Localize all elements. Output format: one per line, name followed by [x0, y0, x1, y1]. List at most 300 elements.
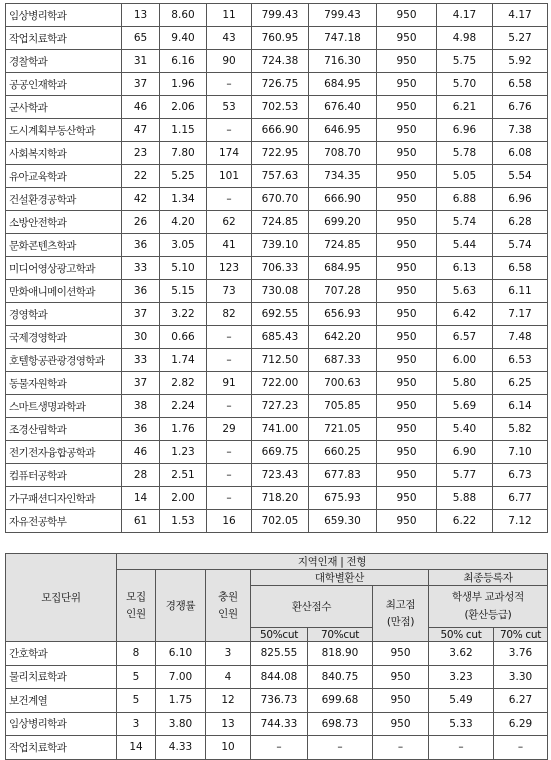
table-row	[6, 119, 548, 142]
department-name: 임상병리학과	[6, 4, 122, 27]
header-cut70: 70%cut	[308, 628, 373, 642]
table-cell: –	[373, 736, 429, 760]
table-cell: 950	[373, 665, 429, 689]
table-cell: 6.58	[493, 257, 548, 280]
header-quota-label: 모집 인원	[126, 590, 146, 620]
table-cell: –	[207, 487, 252, 510]
table-cell: 5.44	[437, 234, 493, 257]
table-cell: 1.74	[160, 349, 207, 372]
table-row	[6, 211, 548, 234]
table-cell: 123	[207, 257, 252, 280]
table-cell: 7.17	[493, 303, 548, 326]
table-cell: 660.25	[309, 441, 377, 464]
table-cell: 844.08	[251, 665, 308, 689]
table-cell: 950	[377, 96, 437, 119]
table-row	[6, 736, 548, 760]
table-cell: 950	[373, 642, 429, 666]
table-cell: 4.98	[437, 27, 493, 50]
table-cell: 3.22	[160, 303, 207, 326]
table-cell: 722.95	[252, 142, 309, 165]
table-cell: 4.17	[437, 4, 493, 27]
table-cell: 950	[377, 50, 437, 73]
table-cell: 6.42	[437, 303, 493, 326]
table-cell: 1.96	[160, 73, 207, 96]
table-cell: 7.80	[160, 142, 207, 165]
regional-talent-table	[5, 553, 548, 760]
department-name: 국제경영학과	[6, 326, 122, 349]
header-group: 지역인재 | 전형	[117, 554, 548, 570]
table-cell: 950	[377, 510, 437, 533]
table-cell: 6.58	[493, 73, 548, 96]
table-cell: 7.12	[493, 510, 548, 533]
table-cell: 6.76	[493, 96, 548, 119]
table-cell: 37	[122, 372, 160, 395]
table-cell: 3.05	[160, 234, 207, 257]
table-cell: 950	[377, 487, 437, 510]
table-cell: 6.73	[493, 464, 548, 487]
table-cell: 700.63	[309, 372, 377, 395]
department-name: 전기전자융합공학과	[6, 441, 122, 464]
table-cell: 1.34	[160, 188, 207, 211]
table-cell: 950	[377, 165, 437, 188]
table-cell: 5.63	[437, 280, 493, 303]
table-cell: 6.29	[494, 712, 548, 736]
table-header	[6, 554, 548, 642]
table-cell: 82	[207, 303, 252, 326]
header-conv-score: 환산점수	[251, 586, 373, 628]
department-name: 문화콘텐츠학과	[6, 234, 122, 257]
table-cell: 5.69	[437, 395, 493, 418]
header-cut50b: 50% cut	[429, 628, 494, 642]
table-cell: 5.78	[437, 142, 493, 165]
table-cell: 760.95	[252, 27, 309, 50]
table-cell: 37	[122, 303, 160, 326]
table-cell: 723.43	[252, 464, 309, 487]
header-cut70b: 70% cut	[494, 628, 548, 642]
table-cell: 702.05	[252, 510, 309, 533]
table-cell: 0.66	[160, 326, 207, 349]
table-cell: 727.23	[252, 395, 309, 418]
table-cell: 818.90	[308, 642, 373, 666]
table-cell: 2.00	[160, 487, 207, 510]
department-name: 도시계획부동산학과	[6, 119, 122, 142]
table-cell: 5.80	[437, 372, 493, 395]
table-cell: 6.08	[493, 142, 548, 165]
table-row	[6, 510, 548, 533]
department-name: 호텔항공관광경영학과	[6, 349, 122, 372]
table-cell: 5.15	[160, 280, 207, 303]
table-cell: 950	[377, 395, 437, 418]
department-name: 자유전공학부	[6, 510, 122, 533]
table-row	[6, 464, 548, 487]
table-row	[6, 689, 548, 713]
table-cell: 37	[122, 73, 160, 96]
table-cell: 23	[122, 142, 160, 165]
table-cell: 6.53	[493, 349, 548, 372]
table-cell: 6.10	[156, 642, 206, 666]
table-cell: 708.70	[309, 142, 377, 165]
department-name: 간호학과	[6, 642, 117, 666]
regional-talent-table-body	[6, 642, 548, 760]
table-cell: 724.85	[309, 234, 377, 257]
table-cell: 41	[207, 234, 252, 257]
table-cell: 53	[207, 96, 252, 119]
table-cell: 840.75	[308, 665, 373, 689]
table-row	[6, 165, 548, 188]
table-cell: 2.24	[160, 395, 207, 418]
department-name: 동물자원학과	[6, 372, 122, 395]
table-cell: 6.28	[493, 211, 548, 234]
table-cell: 950	[377, 280, 437, 303]
table-row	[6, 142, 548, 165]
table-cell: 5.92	[493, 50, 548, 73]
table-cell: 950	[377, 188, 437, 211]
department-name: 소방안전학과	[6, 211, 122, 234]
table-cell: 699.68	[308, 689, 373, 713]
table-cell: 1.53	[160, 510, 207, 533]
table-cell: 669.75	[252, 441, 309, 464]
table-cell: 677.83	[309, 464, 377, 487]
table-row	[6, 349, 548, 372]
table-cell: 722.00	[252, 372, 309, 395]
table-cell: 712.50	[252, 349, 309, 372]
table-cell: 670.70	[252, 188, 309, 211]
header-final-sub-label: 학생부 교과성적 (환산등급)	[452, 590, 524, 621]
table-cell: 3	[206, 642, 251, 666]
table-row	[6, 188, 548, 211]
table-cell: 29	[207, 418, 252, 441]
table-cell: 799.43	[309, 4, 377, 27]
table-cell: 950	[377, 349, 437, 372]
department-name: 스마트생명과학과	[6, 395, 122, 418]
table-cell: 36	[122, 234, 160, 257]
table-cell: 6.96	[493, 188, 548, 211]
table-cell: 4.20	[160, 211, 207, 234]
department-name: 만화애니메이션학과	[6, 280, 122, 303]
table-cell: 28	[122, 464, 160, 487]
table-cell: 9.40	[160, 27, 207, 50]
table-cell: 1.75	[156, 689, 206, 713]
table-cell: 5.10	[160, 257, 207, 280]
table-row	[6, 372, 548, 395]
table-cell: 4.17	[493, 4, 548, 27]
table-row	[6, 73, 548, 96]
table-cell: 6.14	[493, 395, 548, 418]
table-cell: 6.00	[437, 349, 493, 372]
table-row	[6, 4, 548, 27]
table-cell: –	[429, 736, 494, 760]
table-cell: 42	[122, 188, 160, 211]
table-row	[6, 441, 548, 464]
table-cell: 6.96	[437, 119, 493, 142]
department-name: 미디어영상광고학과	[6, 257, 122, 280]
table-cell: 642.20	[309, 326, 377, 349]
department-name: 작업치료학과	[6, 736, 117, 760]
table-row	[6, 280, 548, 303]
table-cell: 13	[206, 712, 251, 736]
table-row	[6, 50, 548, 73]
table-row	[6, 395, 548, 418]
table-cell: 6.90	[437, 441, 493, 464]
table-row	[6, 303, 548, 326]
table-cell: 5.25	[160, 165, 207, 188]
header-cut50: 50%cut	[251, 628, 308, 642]
table-cell: 33	[122, 349, 160, 372]
header-unit: 모집단위	[6, 554, 117, 642]
table-cell: 47	[122, 119, 160, 142]
department-name: 경영학과	[6, 303, 122, 326]
table-cell: 5.27	[493, 27, 548, 50]
table-cell: 950	[377, 418, 437, 441]
table-cell: 26	[122, 211, 160, 234]
table-cell: 7.00	[156, 665, 206, 689]
table-cell: 6.25	[493, 372, 548, 395]
table-cell: 799.43	[252, 4, 309, 27]
table-cell: –	[207, 349, 252, 372]
table-cell: 36	[122, 280, 160, 303]
table-cell: 747.18	[309, 27, 377, 50]
table-cell: 46	[122, 441, 160, 464]
table-cell: –	[207, 464, 252, 487]
table-cell: 91	[207, 372, 252, 395]
table-cell: 174	[207, 142, 252, 165]
table-cell: 10	[206, 736, 251, 760]
table-cell: –	[207, 395, 252, 418]
table-cell: –	[494, 736, 548, 760]
table-cell: 4	[206, 665, 251, 689]
table-cell: 724.85	[252, 211, 309, 234]
table-cell: 950	[377, 27, 437, 50]
table-cell: 675.93	[309, 487, 377, 510]
table-cell: 3.62	[429, 642, 494, 666]
table-cell: 2.06	[160, 96, 207, 119]
table-cell: 62	[207, 211, 252, 234]
table-cell: 684.95	[309, 73, 377, 96]
header-fill	[206, 570, 251, 642]
table-cell: 950	[377, 464, 437, 487]
table-cell: 656.93	[309, 303, 377, 326]
department-name: 경찰학과	[6, 50, 122, 73]
table-row	[6, 257, 548, 280]
table-cell: 3.76	[494, 642, 548, 666]
table-cell: 6.22	[437, 510, 493, 533]
table-row	[6, 665, 548, 689]
table-cell: 950	[377, 326, 437, 349]
table-cell: 2.51	[160, 464, 207, 487]
table-cell: 33	[122, 257, 160, 280]
table-cell: 5	[117, 689, 156, 713]
table-cell: 950	[377, 119, 437, 142]
table-cell: 3	[117, 712, 156, 736]
table-cell: 5.88	[437, 487, 493, 510]
table-cell: 5.54	[493, 165, 548, 188]
table-cell: –	[251, 736, 308, 760]
table-cell: 14	[117, 736, 156, 760]
table-row	[6, 418, 548, 441]
table-cell: 687.33	[309, 349, 377, 372]
table-cell: 8	[117, 642, 156, 666]
table-cell: 13	[122, 4, 160, 27]
header-final-sub	[429, 586, 548, 628]
header-max-score	[373, 586, 429, 642]
department-name: 물리치료학과	[6, 665, 117, 689]
table-cell: 3.23	[429, 665, 494, 689]
table-cell: 730.08	[252, 280, 309, 303]
table-cell: 666.90	[252, 119, 309, 142]
table-cell: 692.55	[252, 303, 309, 326]
table-cell: 950	[377, 4, 437, 27]
table-cell: 36	[122, 418, 160, 441]
table-cell: –	[207, 119, 252, 142]
table-cell: –	[207, 188, 252, 211]
header-rate: 경쟁률	[156, 570, 206, 642]
header-max-score-label: 최고점 (만점)	[385, 598, 416, 628]
table-cell: 5	[117, 665, 156, 689]
table-cell: 5.82	[493, 418, 548, 441]
table-cell: 950	[377, 441, 437, 464]
table-cell: 705.85	[309, 395, 377, 418]
table-cell: –	[207, 326, 252, 349]
table-cell: 61	[122, 510, 160, 533]
table-cell: 12	[206, 689, 251, 713]
table-cell: 950	[377, 142, 437, 165]
table-cell: 685.43	[252, 326, 309, 349]
table-cell: 757.63	[252, 165, 309, 188]
table-cell: –	[207, 73, 252, 96]
table-cell: 5.40	[437, 418, 493, 441]
table-cell: 699.20	[309, 211, 377, 234]
table-cell: 46	[122, 96, 160, 119]
header-score-group: 대학별환산	[251, 570, 429, 586]
table-cell: 1.76	[160, 418, 207, 441]
table-cell: 6.88	[437, 188, 493, 211]
table-cell: 950	[377, 73, 437, 96]
table-cell: 721.05	[309, 418, 377, 441]
table-row	[6, 234, 548, 257]
table-cell: 5.74	[493, 234, 548, 257]
table-cell: 101	[207, 165, 252, 188]
table-cell: 4.33	[156, 736, 206, 760]
table-cell: 726.75	[252, 73, 309, 96]
table-cell: 3.30	[494, 665, 548, 689]
table-cell: 6.57	[437, 326, 493, 349]
table-cell: 950	[373, 689, 429, 713]
table-row	[6, 326, 548, 349]
header-fill-label: 충원 인원	[218, 590, 238, 620]
table-cell: 741.00	[252, 418, 309, 441]
table-cell: 950	[377, 211, 437, 234]
table-cell: 707.28	[309, 280, 377, 303]
table-cell: 950	[377, 257, 437, 280]
table-cell: 16	[207, 510, 252, 533]
table-cell: 6.77	[493, 487, 548, 510]
table-row	[6, 27, 548, 50]
table-cell: 698.73	[308, 712, 373, 736]
table-cell: 5.49	[429, 689, 494, 713]
table-cell: 6.21	[437, 96, 493, 119]
table-cell: 1.15	[160, 119, 207, 142]
table-cell: 736.73	[251, 689, 308, 713]
table-cell: 14	[122, 487, 160, 510]
department-name: 보건계열	[6, 689, 117, 713]
table-cell: 30	[122, 326, 160, 349]
table-cell: 734.35	[309, 165, 377, 188]
table-row	[6, 96, 548, 119]
department-name: 조경산림학과	[6, 418, 122, 441]
table-cell: 5.77	[437, 464, 493, 487]
table-cell: 6.11	[493, 280, 548, 303]
admissions-table-upper-body	[6, 4, 548, 533]
table-cell: 724.38	[252, 50, 309, 73]
table-cell: 31	[122, 50, 160, 73]
table-cell: 646.95	[309, 119, 377, 142]
table-cell: 718.20	[252, 487, 309, 510]
department-name: 작업치료학과	[6, 27, 122, 50]
table-cell: 38	[122, 395, 160, 418]
table-cell: 11	[207, 4, 252, 27]
table-row	[6, 712, 548, 736]
department-name: 가구패션디자인학과	[6, 487, 122, 510]
table-cell: 8.60	[160, 4, 207, 27]
table-cell: 22	[122, 165, 160, 188]
department-name: 건설환경공학과	[6, 188, 122, 211]
table-cell: 7.48	[493, 326, 548, 349]
table-cell: 716.30	[309, 50, 377, 73]
department-name: 컴퓨터공학과	[6, 464, 122, 487]
table-cell: 5.74	[437, 211, 493, 234]
table-cell: 702.53	[252, 96, 309, 119]
table-cell: 6.27	[494, 689, 548, 713]
header-final-group: 최종등록자	[429, 570, 548, 586]
table-cell: 7.38	[493, 119, 548, 142]
department-name: 임상병리학과	[6, 712, 117, 736]
table-cell: 739.10	[252, 234, 309, 257]
table-cell: 5.33	[429, 712, 494, 736]
department-name: 유아교육학과	[6, 165, 122, 188]
header-quota	[117, 570, 156, 642]
table-cell: 5.75	[437, 50, 493, 73]
table-cell: –	[207, 441, 252, 464]
table-cell: 6.16	[160, 50, 207, 73]
table-cell: 950	[377, 372, 437, 395]
table-cell: 65	[122, 27, 160, 50]
table-cell: 6.13	[437, 257, 493, 280]
department-name: 군사학과	[6, 96, 122, 119]
table-cell: 676.40	[309, 96, 377, 119]
table-cell: 1.23	[160, 441, 207, 464]
table-cell: 43	[207, 27, 252, 50]
table-row	[6, 642, 548, 666]
table-cell: –	[308, 736, 373, 760]
table-cell: 73	[207, 280, 252, 303]
table-cell: 7.10	[493, 441, 548, 464]
department-name: 공공인재학과	[6, 73, 122, 96]
admissions-table-upper	[5, 3, 548, 533]
table-cell: 90	[207, 50, 252, 73]
table-cell: 706.33	[252, 257, 309, 280]
table-cell: 5.05	[437, 165, 493, 188]
table-cell: 666.90	[309, 188, 377, 211]
table-row	[6, 487, 548, 510]
table-cell: 2.82	[160, 372, 207, 395]
department-name: 사회복지학과	[6, 142, 122, 165]
table-cell: 950	[377, 234, 437, 257]
table-cell: 3.80	[156, 712, 206, 736]
table-cell: 950	[377, 303, 437, 326]
table-cell: 744.33	[251, 712, 308, 736]
table-cell: 684.95	[309, 257, 377, 280]
table-cell: 950	[373, 712, 429, 736]
